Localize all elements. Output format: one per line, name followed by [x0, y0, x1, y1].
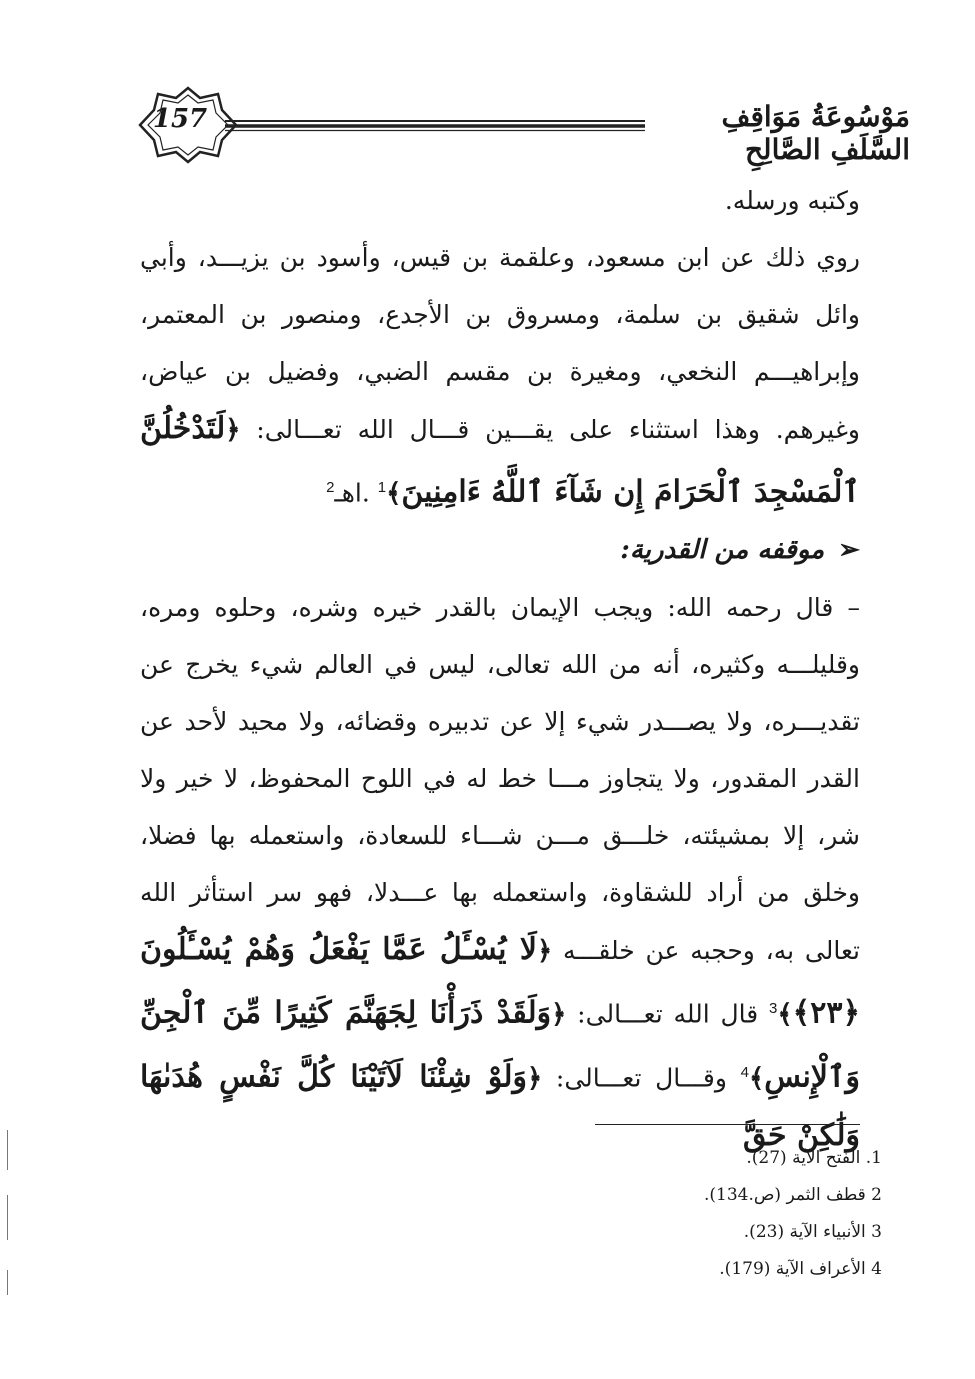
- qadar-mid2: وقـــال تعـــالى:: [542, 1062, 741, 1092]
- quran-open-bracket: ﴿: [225, 415, 241, 445]
- page-number: 157: [152, 104, 208, 134]
- footnote-3: 3 الأنبياء الآية (23).: [743, 1222, 882, 1242]
- footnote-4: 4 الأعراف الآية (179).: [719, 1259, 882, 1279]
- scan-edge-mark: [7, 1130, 8, 1170]
- footnotes: [560, 1140, 882, 1288]
- qadar-mid: قال الله تعـــالى:: [566, 999, 770, 1029]
- book-title: مَوْسُوعَةُ مَوَاقِفِ السَّلَفِ الصَّالِحِ: [721, 100, 910, 166]
- scan-edge-mark: [7, 1195, 8, 1240]
- footnote-divider: [595, 1124, 860, 1125]
- quran-close-bracket: ﴾: [777, 999, 793, 1030]
- quran-close-bracket: ﴾: [386, 478, 402, 509]
- quran-verse-fath: لَتَدْخُلُنَّ ٱلْمَسْجِدَ ٱلْحَرَامَ إِن شَآءَ ٱللَّهُ ءَامِنِينَ: [140, 411, 860, 510]
- section-heading-text: موقفه من القدرية:: [620, 535, 825, 566]
- continuation-text: وكتبه ورسله.: [724, 186, 860, 215]
- quran-verse-sajda: وَلَوْ شِئْنَا لَآتَيْنَا كُلَّ نَفْسٍ هُدَىٰهَا وَلَٰكِنْ حَقَّ: [140, 1058, 860, 1153]
- section-heading: [140, 522, 860, 579]
- narrators-end: .اهـ: [334, 478, 378, 508]
- quran-close-bracket: ﴾: [748, 1062, 765, 1093]
- paragraph-continuation: [140, 172, 860, 229]
- scan-edge-mark: [7, 1270, 8, 1295]
- footnote-ref-4: 4: [740, 1063, 749, 1081]
- header-rule: [225, 118, 645, 132]
- footnote-2: 2 قطف الثمر (ص.134).: [703, 1185, 882, 1205]
- quran-open-bracket: ﴿: [526, 1062, 543, 1093]
- quran-verse-anbiya: لَا يُسْـَٔلُ عَمَّا يَفْعَلُ وَهُمْ يُسْـَٔلُونَ ﴿٢٣﴾: [140, 932, 861, 1031]
- footnote-ref-1: 1: [377, 479, 387, 496]
- quran-open-bracket: ﴿: [536, 936, 553, 967]
- footnote-ref-3: 3: [769, 1000, 778, 1018]
- arrowhead-icon: ➢: [838, 535, 860, 566]
- narrators-text: روي ذلك عن ابن مسعود، وعلقمة بن قيس، وأسود بن يزيـــد، وأبي وائل شقيق بن سلمة، ومسروق بن الأجدع، ومنصور بن المعتمر، وإبراهيـــم النخعي، ومغيرة بن مقسم الضبي، وفضيل بن عياض، وغيرهم. وهذا استثناء على يقـــين قـــال الله تعـــالى:: [140, 243, 860, 444]
- quran-open-bracket: ﴿: [551, 999, 567, 1030]
- main-text: [140, 172, 860, 1165]
- footnote-ref-2: 2: [326, 479, 335, 496]
- paragraph-qadar: [140, 579, 860, 1165]
- page-header: [130, 80, 910, 170]
- paragraph-narrators: [140, 229, 860, 522]
- quran-verse-araf: وَلَقَدْ ذَرَأْنَا لِجَهَنَّمَ كَثِيرًا مِّنَ ٱلْجِنِّ وَٱلْإِنسِ: [140, 995, 860, 1094]
- qadar-text: – قال رحمه الله: ويجب الإيمان بالقدر خيره وشره، وحلوه ومره، وقليلـــه وكثيره، أنه من الله تعالى، ليس في العالم شيء يخرج عن تقديـــره، ولا يصـــدر شيء إلا عن تدبيره وقضائه، ولا محيد لأحد عن القدر المقدور، ولا يتجاوز مـــا خط له في اللوح المحفوظ، لا خير ولا شر، إلا بمشيئته، خلـــق مـــن شـــاء للسعادة، واستعمله بها فضلا، وخلق من أراد للشقاوة، واستعمله بها عـــدلا، فهو سر استأثر الله تعالى به، وحجبه عن خلقـــه: [140, 593, 860, 966]
- footnote-1: 1. الفتح الآية (27).: [746, 1148, 882, 1168]
